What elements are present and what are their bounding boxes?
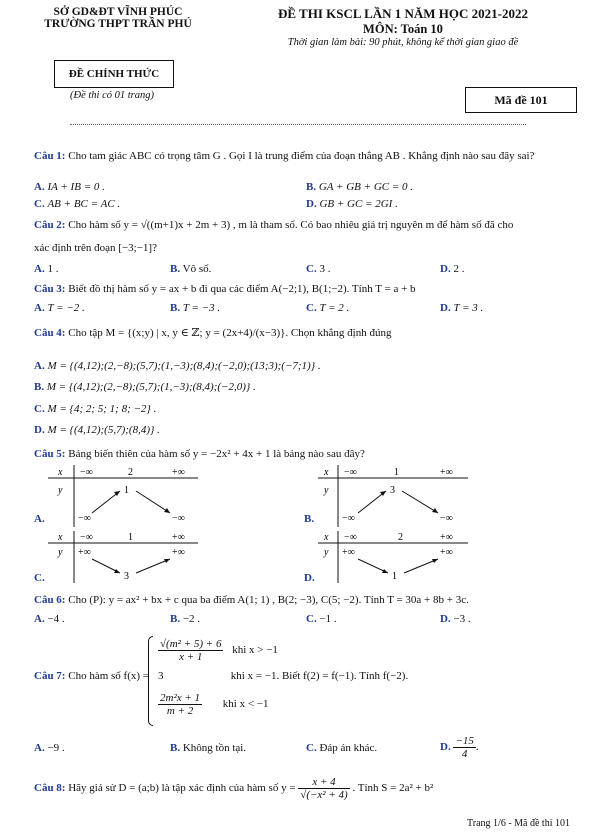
q2-option-a[interactable]: A. 1 . [34,263,59,275]
svg-text:+∞: +∞ [78,547,91,558]
q7-option-c[interactable]: C. Đáp án khác. [306,742,378,754]
svg-text:−∞: −∞ [344,532,357,543]
exam-code: Mã đề 101 [465,87,577,113]
q2-option-d[interactable]: D. 2 . [440,263,465,275]
pages-note: (Đề thi có 01 trang) [70,90,154,101]
svg-text:x: x [58,467,63,478]
school-name: TRƯỜNG THPT TRẦN PHÚ [44,18,192,30]
svg-text:+∞: +∞ [172,547,185,558]
svg-text:+∞: +∞ [440,547,453,558]
svg-text:1: 1 [124,485,129,496]
time-note: Thời gian làm bài: 90 phút, không kể thời gian giao đề [287,37,519,48]
svg-text:+∞: +∞ [440,467,453,478]
variation-table-d [318,531,468,583]
q1-option-c[interactable]: C. AB + BC = AC . [34,198,121,210]
q3-option-d[interactable]: D. T = 3 . [440,302,484,314]
svg-text:3: 3 [390,485,395,496]
question-8: Câu 8: Hãy giả sử D = (a;b) là tập xác định của hàm số y = $\frac{x + 4}{\text{√(−x² + 4)}}$ . Tính S = 2a² + b² [34,776,434,801]
q1-option-a[interactable]: A. IA + IB = 0 . [34,181,105,193]
q1-option-d[interactable]: D. GB + GC = 2GI . [306,198,398,210]
q5-option-a[interactable]: A. [34,513,45,525]
dept-name: SỞ GD&ĐT VĨNH PHÚC [53,6,183,18]
svg-text:x: x [324,467,329,478]
q7-option-b[interactable]: B. Không tồn tại. [170,742,247,754]
svg-text:+∞: +∞ [342,547,355,558]
question-7: Câu 7: Cho hàm số f(x) = [34,670,149,682]
q6-option-a[interactable]: A. −4 . [34,613,65,625]
svg-text:3: 3 [124,571,129,582]
header-left [18,6,218,30]
question-2: Câu 2: Cho hàm số y = √((m+1)x + 2m + 3) , m là tham số. Có bao nhiêu giá trị nguyên m để hàm số đã cho [34,219,514,231]
svg-text:+∞: +∞ [440,532,453,543]
svg-text:−∞: −∞ [80,532,93,543]
svg-text:y: y [58,547,63,558]
question-3: Câu 3: Biết đồ thị hàm số y = ax + b đi qua các điểm A(−2;1), B(1;−2). Tính T = a + b [34,283,416,295]
q3-option-a[interactable]: A. T = −2 . [34,302,85,314]
q4-option-c[interactable]: C. M = {4; 2; 5; 1; 8; −2} . [34,403,157,415]
q6-option-c[interactable]: C. −1 . [306,613,337,625]
page-footer: Trang 1/6 - Mã đề thi 101 [467,818,570,829]
svg-text:x: x [324,532,329,543]
svg-text:−∞: −∞ [172,513,185,524]
official-badge: ĐỀ CHÍNH THỨC [54,60,174,88]
svg-text:y: y [58,485,63,496]
svg-text:y: y [324,485,329,496]
question-5: Câu 5: Bảng biến thiên của hàm số y = −2x² + 4x + 1 là bảng nào sau đây? [34,448,365,460]
piece-3: $\frac{\text{2m²x + 1}}{m + 2}$ khi x < −1 [160,692,269,717]
q5-option-b[interactable]: B. [304,513,315,525]
question-2-cont: xác định trên đoạn [−3;−1]? [34,242,157,254]
q7-option-a[interactable]: A. −9 . [34,742,65,754]
svg-text:−∞: −∞ [78,513,91,524]
svg-text:−∞: −∞ [440,513,453,524]
svg-text:1: 1 [128,532,133,543]
divider [70,124,526,125]
exam-title: ĐỀ THI KSCL LẦN 1 NĂM HỌC 2021-2022 [277,6,529,21]
q1-option-b[interactable]: B. GA + GB + GC = 0 . [306,181,414,193]
q4-option-b[interactable]: B. M = {(4,12);(2,−8);(5,7);(1,−3);(8,4);(−2,0)} . [34,381,256,393]
q2-option-b[interactable]: B. Vô số. [170,263,212,275]
q7-option-d[interactable]: D. $\frac{-15}{4}$ . [440,735,479,760]
question-1: Câu 1: Cho tam giác ABC có trọng tâm G . Gọi I là trung điểm của đoạn thẳng AB . Khẳng định nào sau đây sai? [34,150,535,162]
svg-text:+∞: +∞ [172,467,185,478]
q5-option-c[interactable]: C. [34,572,45,584]
variation-table-b [318,465,468,527]
q6-option-b[interactable]: B. −2 . [170,613,201,625]
svg-text:1: 1 [392,571,397,582]
q4-option-a[interactable]: A. M = {(4,12);(2,−8);(5,7);(1,−3);(8,4);(−2,0);(13;3);(−7;1)} . [34,360,321,372]
subject: MÔN: Toán 10 [363,22,443,36]
svg-text:−∞: −∞ [344,467,357,478]
q2-option-c[interactable]: C. 3 . [306,263,331,275]
svg-text:−∞: −∞ [80,467,93,478]
svg-text:1: 1 [394,467,399,478]
svg-text:2: 2 [398,532,403,543]
q3-option-c[interactable]: C. T = 2 . [306,302,350,314]
question-6: Câu 6: Cho (P): y = ax² + bx + c qua ba điểm A(1; 1) , B(2; −3), C(5; −2). Tính T = 30a + 8b + 3c. [34,594,469,606]
piece-1: $\frac{\text{√(m² + 5) + 6}}{x + 1}$ khi x > −1 [160,638,278,663]
q5-option-d[interactable]: D. [304,572,315,584]
piecewise-brace [148,636,153,726]
variation-table-a [48,465,198,527]
q4-option-d[interactable]: D. M = {(4,12);(5,7);(8,4)} . [34,424,160,436]
variation-table-c [48,531,198,583]
svg-text:+∞: +∞ [172,532,185,543]
question-4: Câu 4: Cho tập M = {(x;y) | x, y ∈ ℤ; y = (2x+4)/(x−3)}. Chọn khẳng định đúng [34,327,392,339]
question-text: Cho tam giác ABC có trọng tâm G . Gọi I là trung điểm của đoạn thẳng AB . Khẳng định nào sau đây sai? [68,150,535,162]
svg-text:−∞: −∞ [342,513,355,524]
header-right [228,6,578,48]
svg-text:y: y [324,547,329,558]
piece-2: 3 khi x = −1. Biết f(2) = f(−1). Tính f(−2). [158,670,409,682]
svg-text:x: x [58,532,63,543]
q6-option-d[interactable]: D. −3 . [440,613,471,625]
q3-option-b[interactable]: B. T = −3 . [170,302,221,314]
svg-text:2: 2 [128,467,133,478]
